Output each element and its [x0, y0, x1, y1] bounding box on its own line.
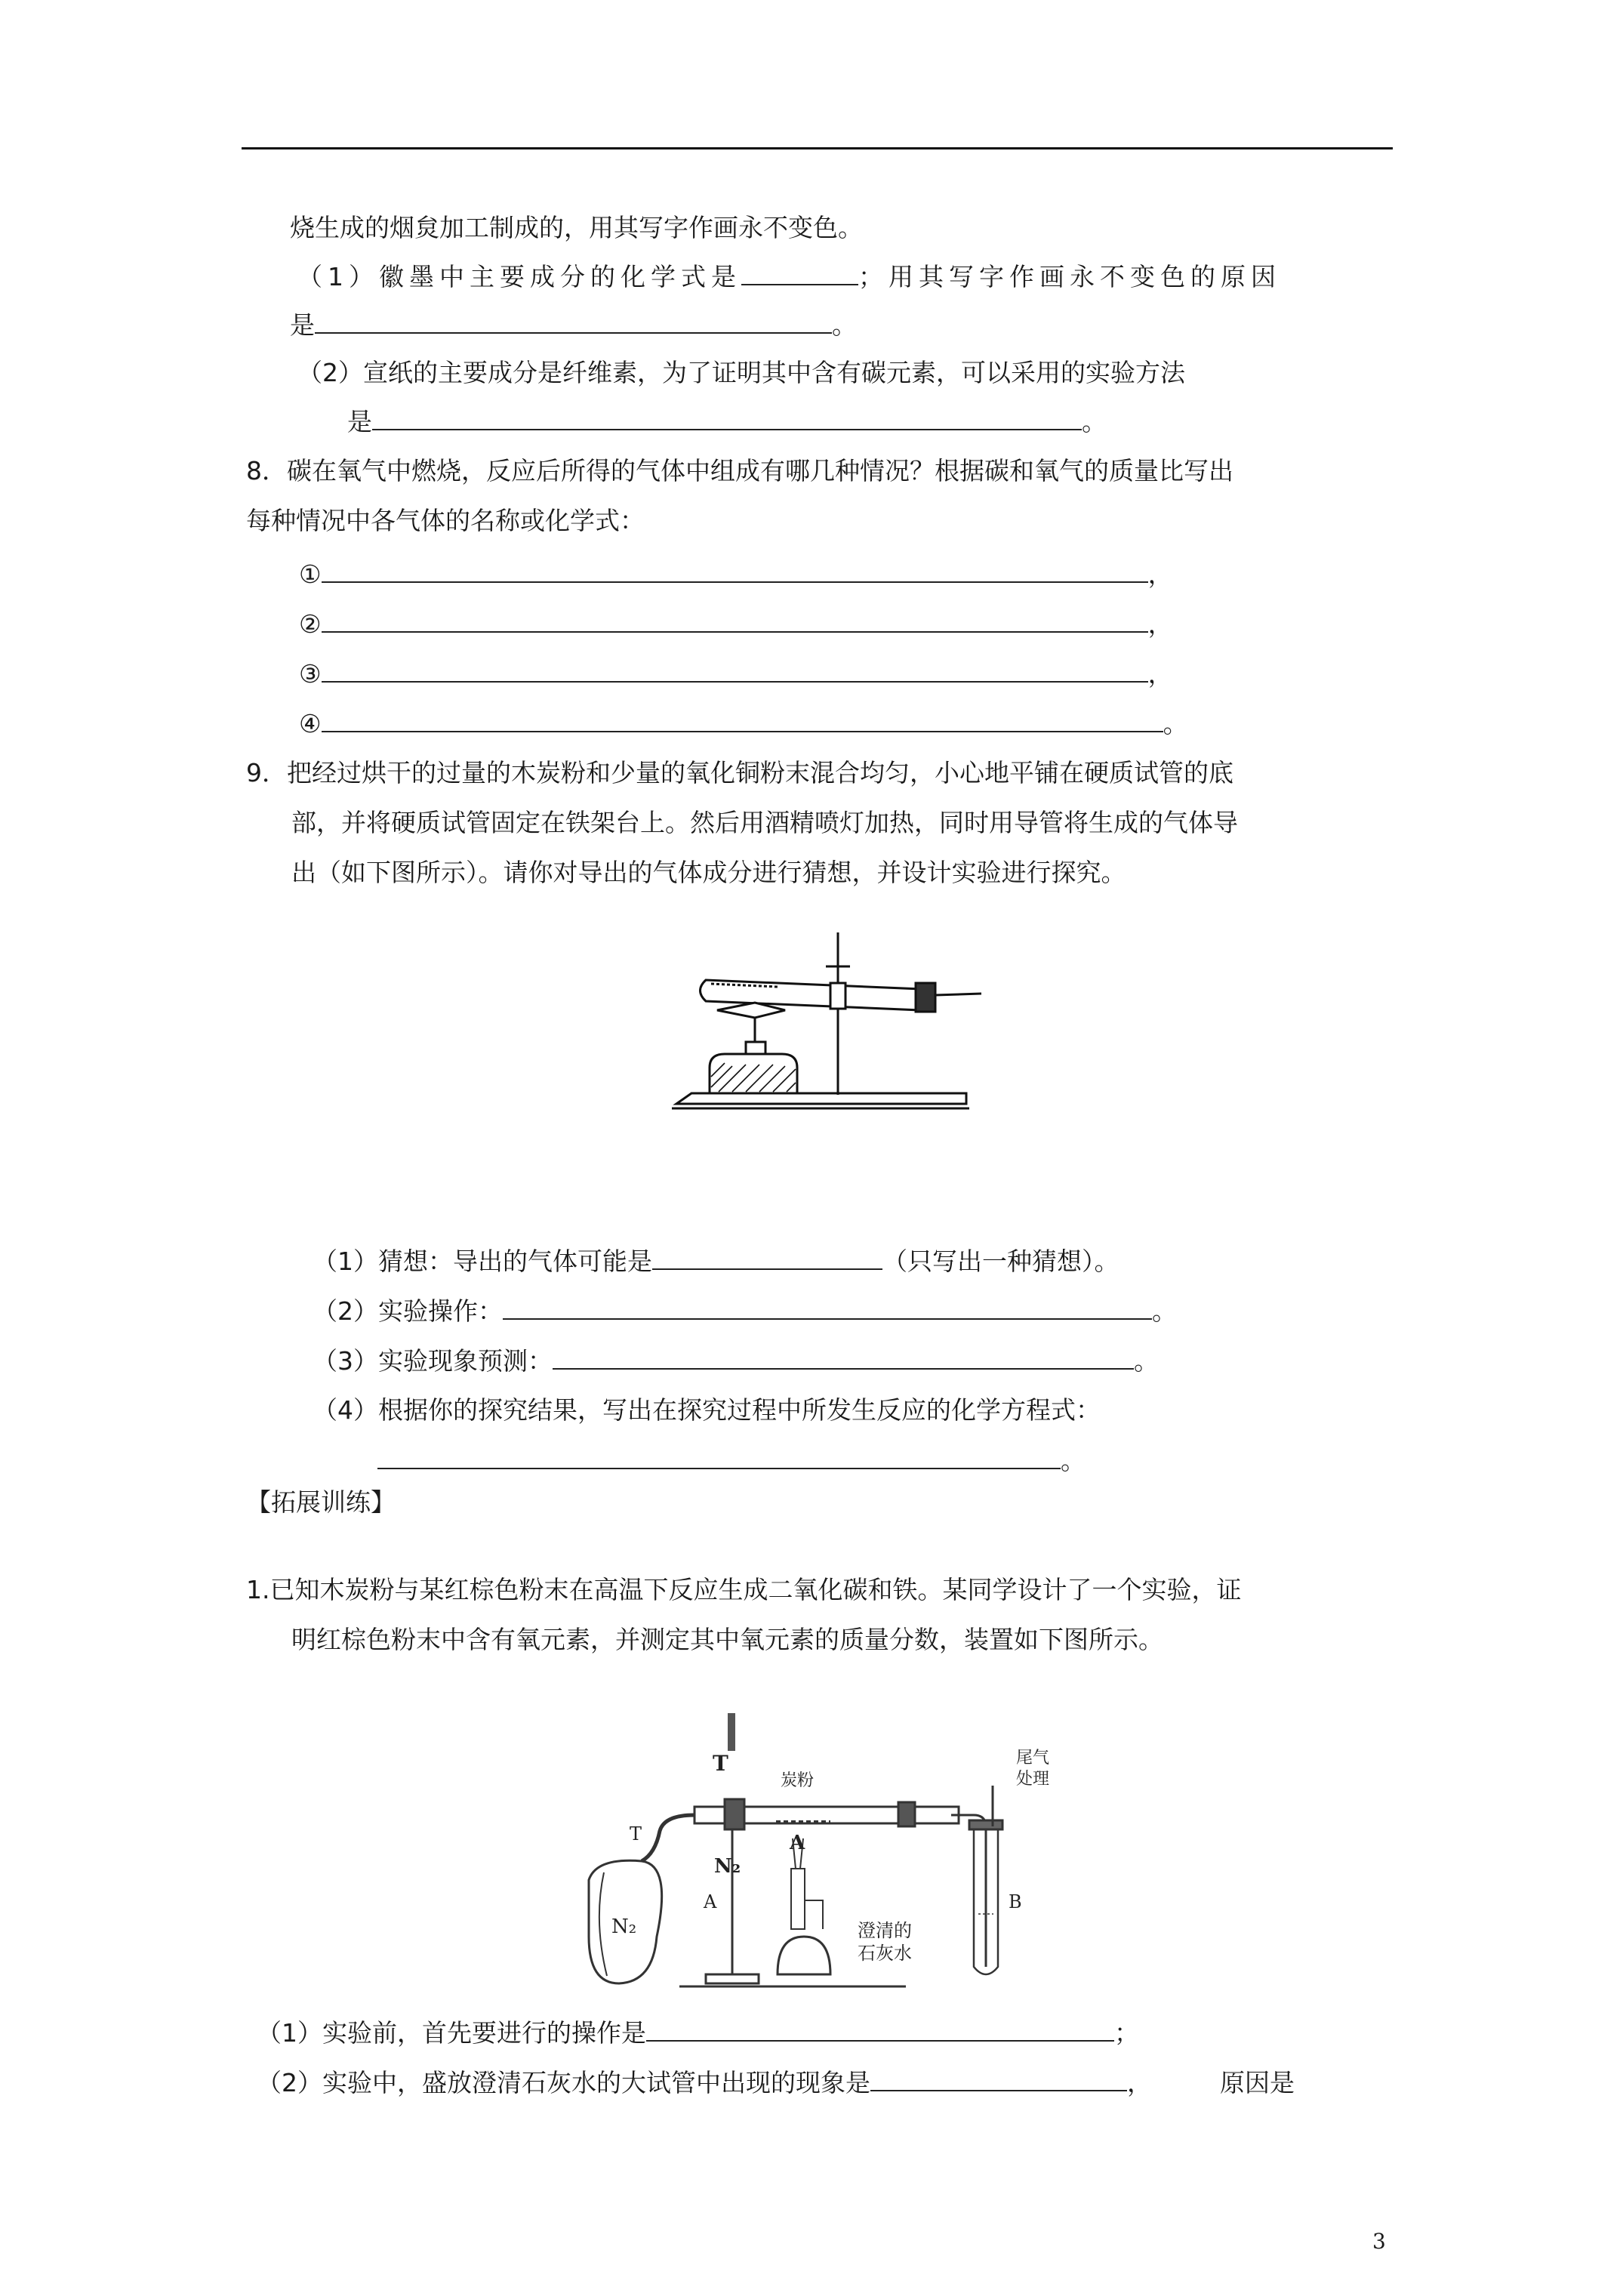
answer-blank[interactable] — [322, 708, 1163, 732]
q9-line3: 出（如下图所示）。请你对导出的气体成分进行猜想，并设计实验进行探究。 — [291, 858, 1126, 887]
q7-part2-end: 。 — [1082, 407, 1107, 436]
answer-blank[interactable] — [646, 2017, 1114, 2042]
nitrogen-apparatus-figure — [581, 1710, 1079, 1997]
fig-label-exhaust-2: 处理 — [1016, 1770, 1050, 1789]
q9-sub2 — [313, 1296, 1177, 1327]
extension-q1-part2-text: （2）实验中，盛放澄清石灰水的大试管中出现的现象是 — [257, 2068, 870, 2097]
answer-blank[interactable] — [652, 1246, 882, 1270]
extension-q1-part1 — [257, 2017, 1139, 2048]
answer-blank[interactable] — [741, 261, 858, 285]
answer-blank[interactable] — [322, 658, 1148, 683]
answer-blank[interactable] — [553, 1345, 1134, 1370]
q8-line2: 每种情况中各气体的名称或化学式： — [246, 506, 645, 535]
answer-blank[interactable] — [503, 1296, 1152, 1320]
q7-part1-end: 。 — [832, 310, 857, 340]
q9-sub2-text: （2）实验操作： — [313, 1296, 503, 1326]
q7-part2: （2）宣纸的主要成分是纤维素，为了证明其中含有碳元素，可以采用的实验方法 — [297, 358, 1185, 387]
q8-item-end: ， — [1147, 559, 1173, 589]
extension-heading: 【拓展训练】 — [246, 1487, 396, 1517]
answer-blank[interactable] — [870, 2067, 1127, 2091]
answer-blank[interactable] — [372, 406, 1082, 430]
extension-q1-part1-text: （1）实验前，首先要进行的操作是 — [257, 2018, 646, 2048]
q9-sub1 — [313, 1246, 1119, 1277]
q9-sub4-end: 。 — [1061, 1446, 1086, 1475]
q7-part1-text-b: ；用其写字作画永不变色的原因 — [858, 262, 1281, 291]
fig-label-t-top: T — [713, 1751, 728, 1776]
q9-line2: 部，并将硬质试管固定在铁架台上。然后用酒精喷灯加热，同时用导管将生成的气体导 — [291, 808, 1238, 837]
answer-blank[interactable] — [322, 609, 1148, 633]
q8-item-end: ， — [1147, 659, 1173, 689]
fig-label-a-left: A — [704, 1891, 717, 1912]
extension-q1-part2 — [257, 2067, 1295, 2098]
extension-q1-part1-end: ； — [1114, 2018, 1139, 2048]
q7-part1-text-c: 是 — [290, 310, 315, 340]
q9-sub1-text-b: （只写出一种猜想）。 — [882, 1247, 1119, 1276]
fig-label-limewater-2: 石灰水 — [858, 1943, 912, 1964]
q8-item-end: 。 — [1163, 709, 1188, 738]
q8-item-1 — [299, 559, 1173, 590]
q8-line1: 8．碳在氧气中燃烧，反应后所得的气体中组成有哪几种情况？根据碳和氧气的质量比写出 — [246, 456, 1233, 485]
q8-item-mark: ② — [299, 609, 322, 639]
q9-sub4-answer — [377, 1445, 1086, 1476]
q9-sub3-end: 。 — [1134, 1346, 1159, 1376]
page-number: 3 — [1372, 2229, 1386, 2254]
fig-label-exhaust-1: 尾气 — [1016, 1749, 1050, 1767]
header-rule — [242, 147, 1393, 149]
q8-item-mark: ④ — [299, 709, 322, 738]
fig-label-a-right: A — [790, 1832, 805, 1854]
extension-q1-line1: 1.已知木炭粉与某红棕色粉末在高温下反应生成二氧化碳和铁。某同学设计了一个实验，证 — [246, 1575, 1242, 1604]
q8-item-end: ， — [1147, 609, 1173, 639]
q9-sub4: （4）根据你的探究结果，写出在探究过程中所发生反应的化学方程式： — [313, 1395, 1101, 1425]
fig-label-carbon: 炭粉 — [781, 1771, 815, 1790]
fig-label-bag-n2: N₂ — [611, 1915, 637, 1938]
q7-part1 — [297, 261, 1281, 292]
extension-q1-line2: 明红棕色粉末中含有氧元素，并测定其中氧元素的质量分数，装置如下图所示。 — [291, 1625, 1163, 1654]
q9-sub3 — [313, 1345, 1159, 1376]
q9-sub3-text: （3）实验现象预测： — [313, 1346, 553, 1376]
fig-label-b: B — [1009, 1891, 1022, 1912]
q7-part1-cont — [290, 310, 857, 341]
q8-item-mark: ③ — [299, 659, 322, 689]
q9-sub1-text-a: （1）猜想：导出的气体可能是 — [313, 1247, 652, 1276]
q7-intro-tail: 烧生成的烟炱加工制成的，用其写字作画永不变色。 — [290, 213, 863, 242]
fig-label-t-left: T — [630, 1823, 642, 1845]
extension-q1-part2-comma: ， — [1127, 2068, 1152, 2097]
answer-blank[interactable] — [322, 559, 1148, 583]
q8-item-2 — [299, 609, 1173, 639]
answer-blank[interactable] — [315, 310, 832, 334]
answer-blank[interactable] — [377, 1445, 1061, 1469]
q9-sub2-end: 。 — [1152, 1296, 1177, 1326]
q7-part1-text-a: （1）徽墨中主要成分的化学式是 — [297, 262, 741, 291]
fig-label-n2: N₂ — [714, 1855, 741, 1878]
q7-part2-text-b: 是 — [347, 407, 372, 436]
q8-item-4 — [299, 708, 1188, 739]
reduction-apparatus-figure — [664, 921, 981, 1117]
q7-part2-cont — [347, 406, 1107, 437]
fig-label-limewater-1: 澄清的 — [858, 1920, 912, 1941]
extension-q1-part2-reason: 原因是 — [1220, 2068, 1295, 2097]
q8-item-3 — [299, 658, 1173, 689]
q8-item-mark: ① — [299, 559, 322, 589]
q9-line1: 9．把经过烘干的过量的木炭粉和少量的氧化铜粉末混合均匀，小心地平铺在硬质试管的底 — [246, 758, 1233, 787]
